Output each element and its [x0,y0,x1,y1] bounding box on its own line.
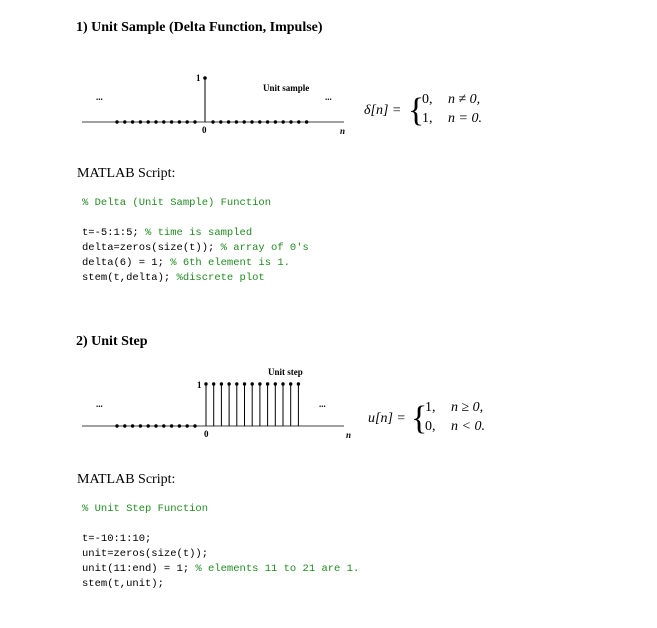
code-comment: % Unit Step Function [82,503,209,515]
case1-value: 0, [422,92,433,107]
stem-marker [251,382,254,385]
code-comment: % elements 11 to 21 are 1. [195,563,360,575]
sample-dot [186,120,189,123]
sample-dot [211,120,214,123]
case2-condition: n = 0. [448,111,482,126]
code-block-delta [82,196,309,286]
sample-dot [219,120,222,123]
code-line: stem(t,unit); [82,578,164,590]
stem-marker [266,382,269,385]
sample-dot [305,120,308,123]
sample-dot [250,120,253,123]
sample-dot [193,120,196,123]
sample-dot [258,120,261,123]
sample-dot [162,120,165,123]
stem-marker [281,382,284,385]
sample-dot [178,120,181,123]
step-formula [368,392,508,442]
stem-marker [297,382,300,385]
sample-dot [162,424,165,427]
sample-dot [178,424,181,427]
code-line: delta(6) = 1; [82,257,171,269]
sample-dot [266,120,269,123]
sample-dot [123,424,126,427]
right-ellipsis: ... [325,92,332,102]
sample-dot [282,120,285,123]
script-label: MATLAB Script: [77,472,176,487]
formula-lhs: u[n] = [368,411,406,426]
code-block-step [82,502,359,592]
case1-condition: n ≠ 0, [448,92,481,107]
case1-condition: n ≥ 0, [451,400,484,415]
code-line: delta=zeros(size(t)); [82,242,221,254]
unit-step-figure [80,364,355,444]
code-comment: % Delta (Unit Sample) Function [82,197,272,209]
sample-dot [235,120,238,123]
code-line: stem(t,delta); [82,272,177,284]
script-label: MATLAB Script: [77,166,176,181]
stem-marker [204,382,207,385]
sample-dot [243,120,246,123]
stem-marker [220,382,223,385]
sample-dot [170,120,173,123]
sample-dot [193,424,196,427]
code-comment: %discrete plot [176,272,265,284]
sample-dot [274,120,277,123]
figure-caption: Unit sample [263,83,310,93]
formula-lhs: δ[n] = [364,103,402,118]
sample-dot [139,424,142,427]
sample-dot [115,120,118,123]
sample-dot [139,120,142,123]
y-tick-label: 1 [196,73,201,83]
code-line: unit(11:end) = 1; [82,563,196,575]
case2-value: 0, [425,419,436,434]
sample-dot [115,424,118,427]
stem-marker [212,382,215,385]
stem-marker [235,382,238,385]
stem-marker [227,382,230,385]
section2-heading: 2) Unit Step [76,334,148,349]
code-line: t=-5:1:5; [82,227,146,239]
case2-condition: n < 0. [451,419,485,434]
sample-dot [123,120,126,123]
sample-dot [154,120,157,123]
stem-marker [289,382,292,385]
left-ellipsis: ... [96,399,103,409]
sample-dot [186,424,189,427]
sample-dot [227,120,230,123]
origin-label: 0 [202,125,207,135]
figure-caption: Unit step [268,367,303,377]
sample-dot [131,424,134,427]
unit-sample-figure [80,70,350,140]
code-comment: % 6th element is 1. [170,257,290,269]
origin-label: 0 [204,429,209,439]
section1-heading: 1) Unit Sample (Delta Function, Impulse) [76,20,323,35]
delta-formula [364,84,504,134]
impulse-marker [203,76,207,80]
brace-icon: { [408,92,425,129]
sample-dot [147,424,150,427]
x-axis-label: n [346,430,352,440]
sample-dot [170,424,173,427]
unit-stems [204,382,300,426]
sample-dot [289,120,292,123]
case2-value: 1, [422,111,433,126]
x-axis-label: n [340,126,346,136]
right-ellipsis: ... [319,399,326,409]
stem-marker [274,382,277,385]
code-line: unit=zeros(size(t)); [82,548,209,560]
sample-dot [154,424,157,427]
brace-icon: { [411,400,428,437]
case1-value: 1, [425,400,436,415]
stem-marker [258,382,261,385]
sample-dot [131,120,134,123]
code-comment: % array of 0's [220,242,309,254]
left-ellipsis: ... [96,92,103,102]
y-tick-label: 1 [197,380,202,390]
sample-dot [147,120,150,123]
code-comment: % time is sampled [145,227,253,239]
stem-marker [243,382,246,385]
code-line: t=-10:1:10; [82,533,152,545]
sample-dot [297,120,300,123]
